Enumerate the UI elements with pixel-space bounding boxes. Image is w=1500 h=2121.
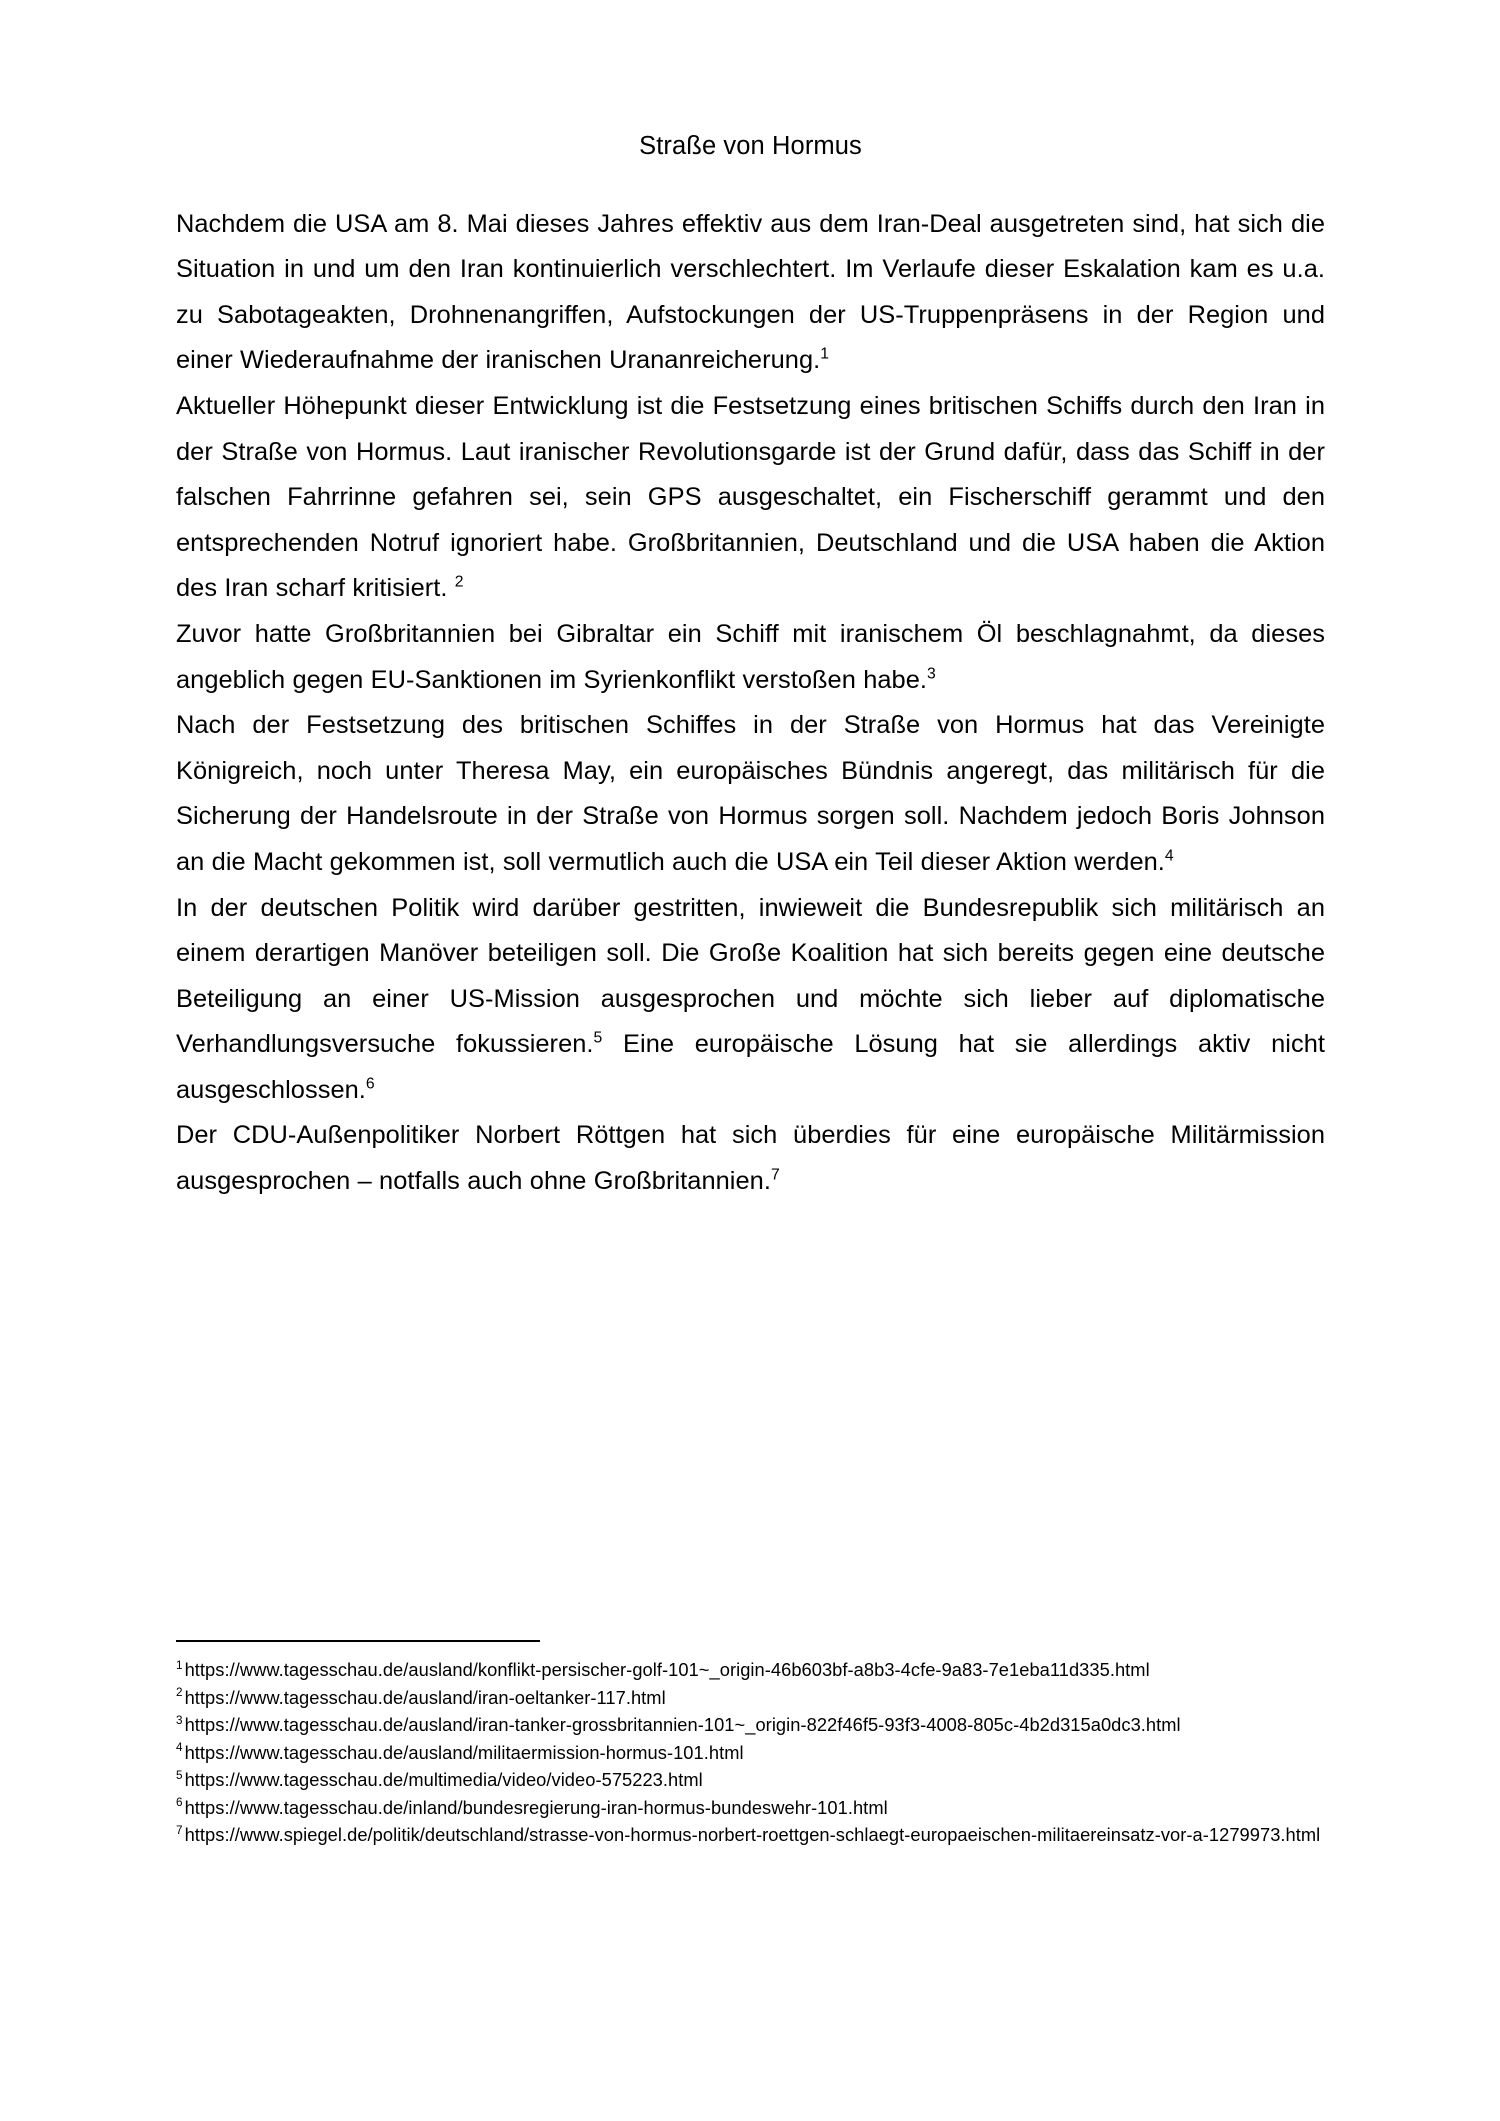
footnote-item-3 — [176, 1711, 1336, 1739]
footnote-url-2[interactable]: https://www.tagesschau.de/ausland/iran-oeltanker-117.html — [184, 1686, 666, 1708]
paragraph-6 — [176, 1113, 1325, 1204]
footnote-item-1 — [176, 1656, 1336, 1684]
paragraph-1 — [176, 202, 1325, 384]
page-title: Straße von Hormus — [639, 132, 862, 160]
paragraph-1-text: Nachdem die USA am 8. Mai dieses Jahres effektiv aus dem Iran-Deal ausgetreten sind, hat sich die Situation in und um den Iran kontinuierlich verschlechtert. Im Verlaufe dieser Eskalation kam es u.a. zu Sabotageakten, Drohnenangriffen, Aufstockungen der US-Truppenpräsens in der Region und einer Wiederaufnahme der iranischen Urananreicherung. — [176, 209, 1325, 375]
footnotes-section — [176, 1640, 1336, 1849]
footnote-item-7 — [176, 1821, 1336, 1849]
footnote-ref-2[interactable]: 2 — [454, 573, 464, 591]
paragraph-4 — [176, 703, 1325, 885]
footnote-ref-7[interactable]: 7 — [770, 1166, 780, 1184]
paragraph-4-text: Nach der Festsetzung des britischen Schiffes in der Straße von Hormus hat das Vereinigte Königreich, noch unter Theresa May, ein europäisches Bündnis angeregt, das militärisch für die Sicherung der Handelsroute in der Straße von Hormus sorgen soll. Nachdem jedoch Boris Johnson an die Macht gekommen ist, soll vermutlich auch die USA ein Teil dieser Aktion werden. — [176, 711, 1325, 876]
footnote-ref-3[interactable]: 3 — [926, 665, 936, 683]
footnote-number-6: 6 — [176, 1796, 183, 1810]
footnote-url-3[interactable]: https://www.tagesschau.de/ausland/iran-tanker-grossbritannien-101~_origin-822f46f5-93f3-4008-805c-4b2d315a0dc3.html — [184, 1714, 1181, 1735]
paragraph-3 — [176, 612, 1325, 703]
footnote-number-1: 1 — [176, 1658, 183, 1672]
footnote-item-5 — [176, 1766, 1336, 1794]
footnote-number-5: 5 — [176, 1768, 183, 1782]
footnote-url-5[interactable]: https://www.tagesschau.de/multimedia/video/video-575223.html — [184, 1769, 703, 1790]
footnote-number-4: 4 — [176, 1741, 183, 1755]
paragraph-5-text-continued: Eine europäische Lösung hat sie allerdings aktiv nicht ausgeschlossen. — [176, 1030, 1325, 1104]
footnote-url-4[interactable]: https://www.tagesschau.de/ausland/militaermission-hormus-101.html — [184, 1741, 744, 1763]
footnote-separator-rule — [176, 1640, 540, 1642]
footnote-url-1[interactable]: https://www.tagesschau.de/ausland/konflikt-persischer-golf-101~_origin-46b603bf-a8b3-4cfe-9a83-7e1eba11d335.html — [184, 1659, 1150, 1680]
paragraph-6-text: Der CDU-Außenpolitiker Norbert Röttgen hat sich überdies für eine europäische Militärmission ausgesprochen – notfalls auch ohne Großbritannien. — [176, 1121, 1325, 1196]
footnote-item-2 — [176, 1684, 1336, 1712]
footnote-url-7[interactable]: https://www.spiegel.de/politik/deutschland/strasse-von-hormus-norbert-roettgen-schlaegt-europaeischen-militaereinsatz-vor-a-1279973.html — [184, 1824, 1321, 1845]
footnote-ref-5[interactable]: 5 — [593, 1029, 603, 1047]
paragraph-2-text: Aktueller Höhepunkt dieser Entwicklung ist die Festsetzung eines britischen Schiffs durch den Iran in der Straße von Hormus. Laut iranischer Revolutionsgarde ist der Grund dafür, dass das Schiff in der falschen Fahrrinne gefahren sei, sein GPS ausgeschaltet, ein Fischerschiff gerammt und den entsprechenden Notruf ignoriert habe. Großbritannien, Deutschland und die USA haben die Aktion des Iran scharf kritisiert. — [176, 391, 1325, 603]
paragraph-5-text: In der deutschen Politik wird darüber gestritten, inwieweit die Bundesrepublik sich militärisch an einem derartigen Manöver beteiligen soll. Die Große Koalition hat sich bereits gegen eine deutsche Beteiligung an einer US-Mission ausgesprochen und möchte sich lieber auf diplomatische Verhandlungsversuche fokussieren. — [176, 893, 1325, 1059]
footnote-item-4 — [176, 1739, 1336, 1767]
footnote-number-3: 3 — [176, 1713, 183, 1727]
footnote-ref-6[interactable]: 6 — [365, 1075, 375, 1093]
footnote-number-7: 7 — [176, 1823, 183, 1837]
footnote-ref-4[interactable]: 4 — [1164, 847, 1174, 865]
body-text-block — [176, 202, 1325, 1205]
paragraph-3-text: Zuvor hatte Großbritannien bei Gibraltar ein Schiff mit iranischem Öl beschlagnahmt, da dieses angeblich gegen EU-Sanktionen im Syrienkonflikt verstoßen habe. — [176, 619, 1325, 694]
footnote-url-6[interactable]: https://www.tagesschau.de/inland/bundesregierung-iran-hormus-bundeswehr-101.html — [184, 1796, 888, 1818]
paragraph-2 — [176, 384, 1325, 612]
footnote-number-2: 2 — [176, 1686, 183, 1700]
document-body — [176, 0, 1325, 1205]
footnote-ref-1[interactable]: 1 — [820, 345, 830, 363]
paragraph-5 — [176, 886, 1325, 1114]
footnote-item-6 — [176, 1794, 1336, 1822]
